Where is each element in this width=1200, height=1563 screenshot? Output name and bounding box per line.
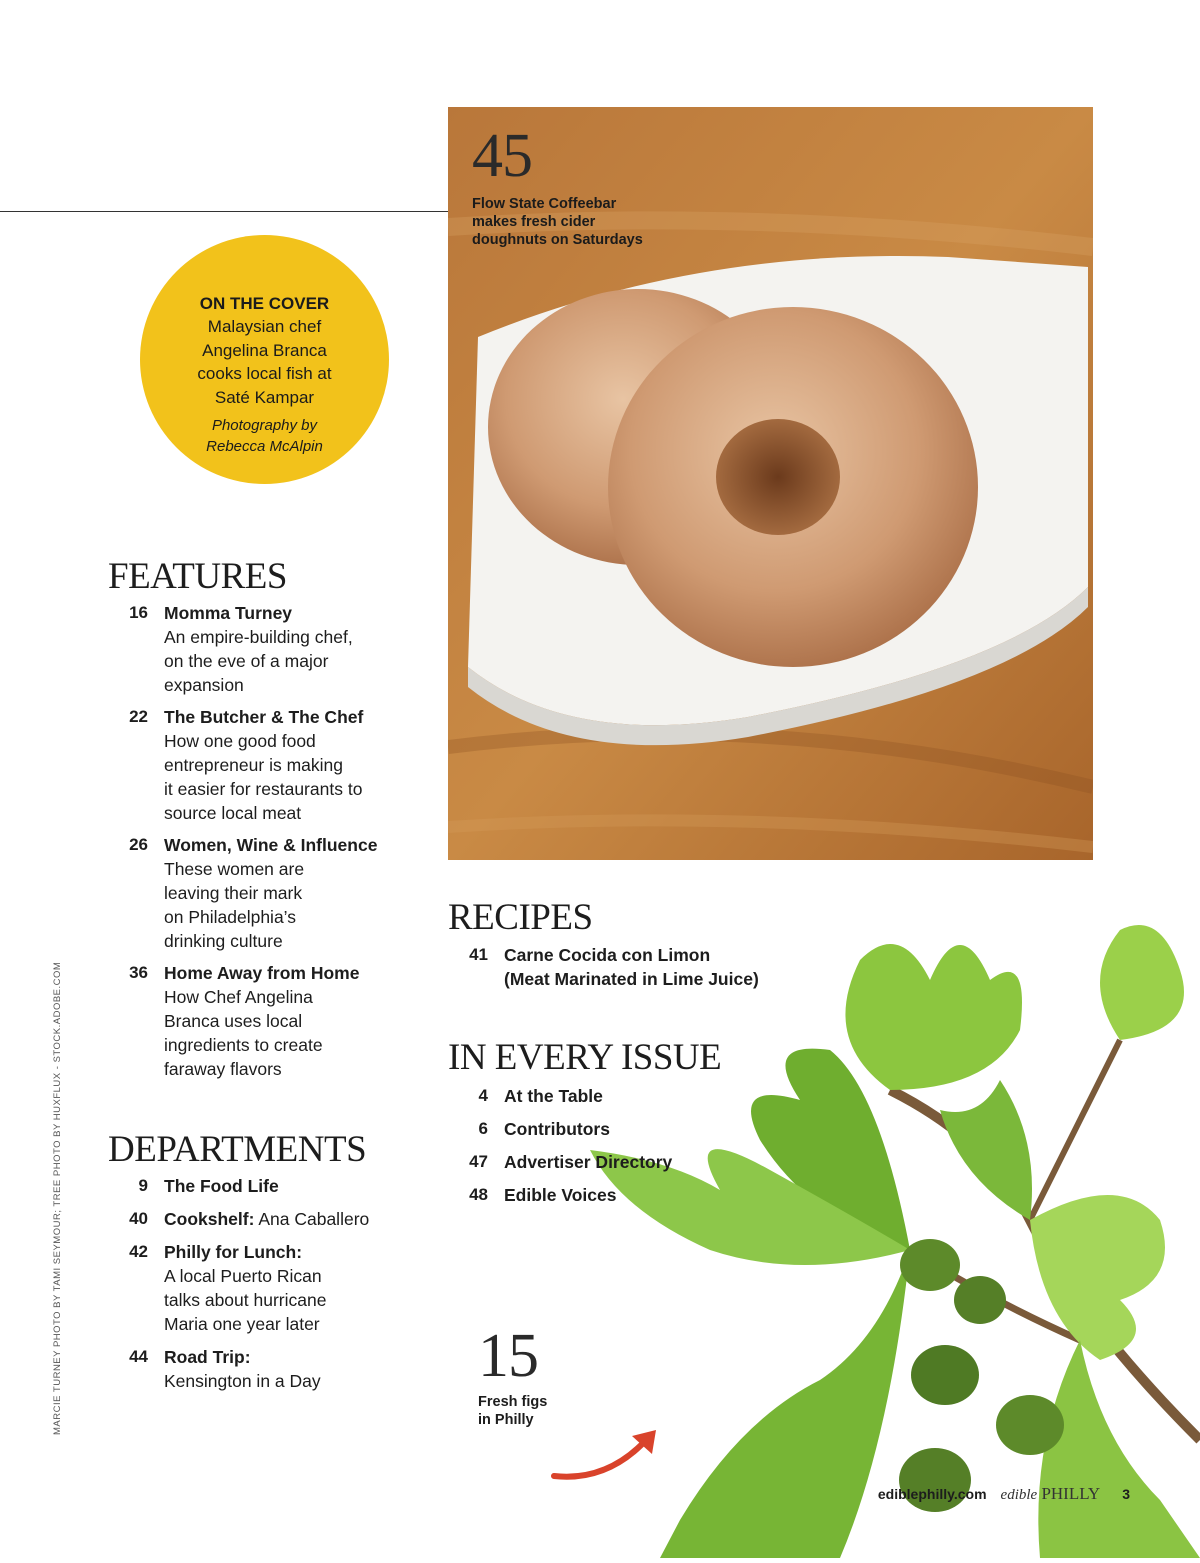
toc-title: Contributors xyxy=(504,1119,610,1139)
toc-title: The Butcher & The Chef xyxy=(164,707,364,727)
toc-title: Cookshelf: xyxy=(164,1209,255,1229)
toc-entry[interactable] xyxy=(446,1150,672,1174)
toc-page-number: 6 xyxy=(478,1119,488,1138)
every-issue-heading: IN EVERY ISSUE xyxy=(448,1037,722,1078)
toc-entry[interactable] xyxy=(446,943,759,991)
toc-entry[interactable] xyxy=(106,961,377,1081)
toc-page-number: 36 xyxy=(129,963,148,982)
toc-title: Road Trip: xyxy=(164,1347,251,1367)
toc-description: An empire-building chef, on the eve of a major expansion xyxy=(164,627,353,695)
toc-entry[interactable] xyxy=(106,1345,369,1393)
toc-entry[interactable] xyxy=(446,1183,672,1207)
toc-title-line-2: (Meat Marinated in Lime Juice) xyxy=(504,969,759,989)
toc-page-number: 22 xyxy=(129,707,148,726)
every-issue-list xyxy=(446,1084,672,1207)
toc-title: At the Table xyxy=(504,1086,603,1106)
footer-website[interactable]: ediblephilly.com xyxy=(877,1486,987,1502)
toc-page-number: 40 xyxy=(129,1209,148,1228)
toc-page-number: 41 xyxy=(469,945,488,964)
toc-page-number: 48 xyxy=(469,1185,488,1204)
toc-title: The Food Life xyxy=(164,1176,279,1196)
toc-entry[interactable] xyxy=(446,1117,672,1141)
cover-text: Malaysian chef Angelina Branca cooks local fish at Saté Kampar xyxy=(197,317,332,407)
departments-heading: DEPARTMENTS xyxy=(108,1129,367,1170)
toc-title: Home Away from Home xyxy=(164,963,360,983)
departments-list xyxy=(106,1174,369,1393)
red-arrow-icon xyxy=(548,1424,668,1494)
toc-page-number: 42 xyxy=(129,1242,148,1261)
features-heading: FEATURES xyxy=(108,556,287,597)
toc-entry[interactable] xyxy=(106,1207,369,1231)
toc-page-number: 26 xyxy=(129,835,148,854)
figs-callout xyxy=(478,1322,548,1429)
page-footer xyxy=(878,1484,1130,1504)
toc-entry[interactable] xyxy=(106,1240,369,1336)
toc-title: Philly for Lunch: xyxy=(164,1242,303,1262)
photo-feature-label xyxy=(472,122,692,249)
toc-description: Kensington in a Day xyxy=(164,1371,321,1391)
page-number: 3 xyxy=(1122,1486,1130,1502)
toc-page-number: 9 xyxy=(138,1176,148,1195)
figs-caption: Fresh figs in Philly xyxy=(478,1394,548,1428)
toc-title: Momma Turney xyxy=(164,603,293,623)
photo-feature-page-number[interactable]: 45 xyxy=(472,122,532,190)
recipes-list xyxy=(446,943,759,991)
toc-page-number: 47 xyxy=(469,1152,488,1171)
toc-description: How one good food entrepreneur is making it easier for restaurants to source local meat xyxy=(164,731,363,823)
toc-description: These women are leaving their mark on Philadelphia’s drinking culture xyxy=(164,859,305,951)
toc-page-number: 4 xyxy=(478,1086,488,1105)
photo-feature-caption: Flow State Coffeebar makes fresh cider doughnuts on Saturdays xyxy=(472,196,643,248)
toc-entry[interactable] xyxy=(106,1174,369,1198)
toc-title: Carne Cocida con Limon xyxy=(504,945,711,965)
toc-page-number: 44 xyxy=(129,1347,148,1366)
features-list xyxy=(106,601,377,1081)
cover-photo-credit: Photography by Rebecca McAlpin xyxy=(206,417,323,455)
photo-credit-vertical: MARCIE TURNEY PHOTO BY TAMI SEYMOUR; TREE PHOTO BY HUXFLUX - STOCK.ADOBE.COM xyxy=(52,961,63,1435)
toc-page-number: 16 xyxy=(129,603,148,622)
footer-brand xyxy=(1001,1484,1101,1504)
toc-description: Ana Caballero xyxy=(258,1209,370,1229)
toc-description: A local Puerto Rican talks about hurricane Maria one year later xyxy=(164,1266,327,1334)
toc-title: Edible Voices xyxy=(504,1185,617,1205)
toc-title: Advertiser Directory xyxy=(504,1152,673,1172)
figs-page-number[interactable]: 15 xyxy=(478,1322,538,1390)
toc-entry[interactable] xyxy=(446,1084,672,1108)
toc-title: Women, Wine & Influence xyxy=(164,835,378,855)
toc-entry[interactable] xyxy=(106,601,377,697)
cover-heading: ON THE COVER xyxy=(199,294,330,313)
footer-brand-italic: edible xyxy=(1000,1487,1038,1503)
recipes-heading: RECIPES xyxy=(448,897,593,938)
on-the-cover-badge xyxy=(140,235,389,484)
top-rule xyxy=(0,211,448,212)
toc-entry[interactable] xyxy=(106,705,377,825)
footer-brand-name: PHILLY xyxy=(1041,1484,1101,1503)
toc-entry[interactable] xyxy=(106,833,377,953)
toc-description: How Chef Angelina Branca uses local ingredients to create faraway flavors xyxy=(164,987,323,1079)
